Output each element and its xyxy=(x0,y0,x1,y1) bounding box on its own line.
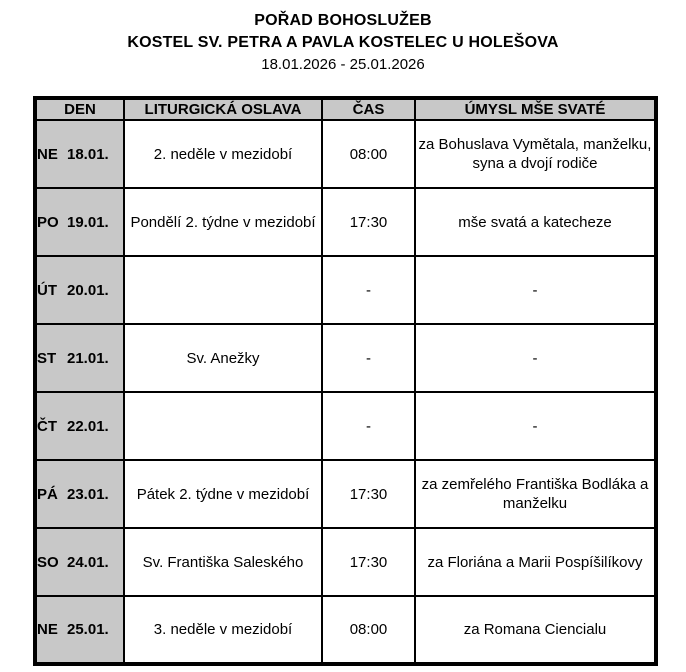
day-cell xyxy=(35,120,124,188)
intention-cell: - xyxy=(415,256,656,324)
table-row xyxy=(35,188,656,256)
celebration-cell: Pondělí 2. týdne v mezidobí xyxy=(124,188,322,256)
celebration-cell: Sv. Anežky xyxy=(124,324,322,392)
day-cell xyxy=(35,528,124,596)
table-row xyxy=(35,528,656,596)
day-date: 23.01. xyxy=(67,485,109,503)
intention-cell: za zemřelého Františka Bodláka a manželku xyxy=(415,460,656,528)
celebration-cell xyxy=(124,256,322,324)
schedule-table xyxy=(33,96,658,666)
schedule-body xyxy=(35,120,656,664)
day-date: 22.01. xyxy=(67,417,109,435)
celebration-cell xyxy=(124,392,322,460)
table-row xyxy=(35,256,656,324)
page-title: POŘAD BOHOSLUŽEB xyxy=(254,12,432,29)
table-row xyxy=(35,596,656,664)
day-cell xyxy=(35,392,124,460)
day-date: 20.01. xyxy=(67,281,109,299)
day-date: 21.01. xyxy=(67,349,109,367)
time-cell: 17:30 xyxy=(322,188,415,256)
time-cell: - xyxy=(322,392,415,460)
table-header-row xyxy=(35,98,656,120)
intention-cell: - xyxy=(415,392,656,460)
day-abbreviation: PO xyxy=(37,213,59,231)
day-abbreviation: PÁ xyxy=(37,485,58,503)
time-cell: - xyxy=(322,324,415,392)
intention-cell: - xyxy=(415,324,656,392)
celebration-cell: 3. neděle v mezidobí xyxy=(124,596,322,664)
celebration-cell: Pátek 2. týdne v mezidobí xyxy=(124,460,322,528)
day-date: 24.01. xyxy=(67,553,109,571)
time-cell: 17:30 xyxy=(322,528,415,596)
intention-cell: mše svatá a katecheze xyxy=(415,188,656,256)
intention-cell: za Bohuslava Vymětala, manželku, syna a dvojí rodiče xyxy=(415,120,656,188)
day-cell xyxy=(35,324,124,392)
column-header-cas: ČAS xyxy=(322,98,415,120)
time-cell: 08:00 xyxy=(322,596,415,664)
day-abbreviation: NE xyxy=(37,145,58,163)
table-row xyxy=(35,392,656,460)
celebration-cell: 2. neděle v mezidobí xyxy=(124,120,322,188)
column-header-umysl-mse-svate: ÚMYSL MŠE SVATÉ xyxy=(415,98,656,120)
page-subtitle: KOSTEL SV. PETRA A PAVLA KOSTELEC U HOLEŠOVA xyxy=(127,34,559,51)
time-cell: 17:30 xyxy=(322,460,415,528)
title-block xyxy=(0,0,686,76)
day-abbreviation: NE xyxy=(37,621,58,638)
day-cell xyxy=(35,460,124,528)
date-range: 18.01.2026 - 25.01.2026 xyxy=(261,56,425,73)
day-abbreviation: ÚT xyxy=(37,281,57,299)
intention-cell: za Romana Ciencialu xyxy=(415,596,656,664)
column-header-den: DEN xyxy=(35,98,124,120)
table-row xyxy=(35,460,656,528)
day-cell xyxy=(35,188,124,256)
celebration-cell: Sv. Františka Saleského xyxy=(124,528,322,596)
day-date: 18.01. xyxy=(67,145,109,163)
day-cell xyxy=(35,256,124,324)
table-row xyxy=(35,120,656,188)
day-cell xyxy=(35,596,124,664)
day-abbreviation: SO xyxy=(37,553,59,571)
time-cell: 08:00 xyxy=(322,120,415,188)
day-date: 19.01. xyxy=(67,213,109,231)
time-cell: - xyxy=(322,256,415,324)
column-header-liturgicka-oslava: LITURGICKÁ OSLAVA xyxy=(124,98,322,120)
day-abbreviation: ST xyxy=(37,349,57,367)
day-abbreviation: ČT xyxy=(37,417,57,435)
intention-cell: za Floriána a Marii Pospíšilíkovy xyxy=(415,528,656,596)
day-date: 25.01. xyxy=(67,621,109,638)
table-row xyxy=(35,324,656,392)
